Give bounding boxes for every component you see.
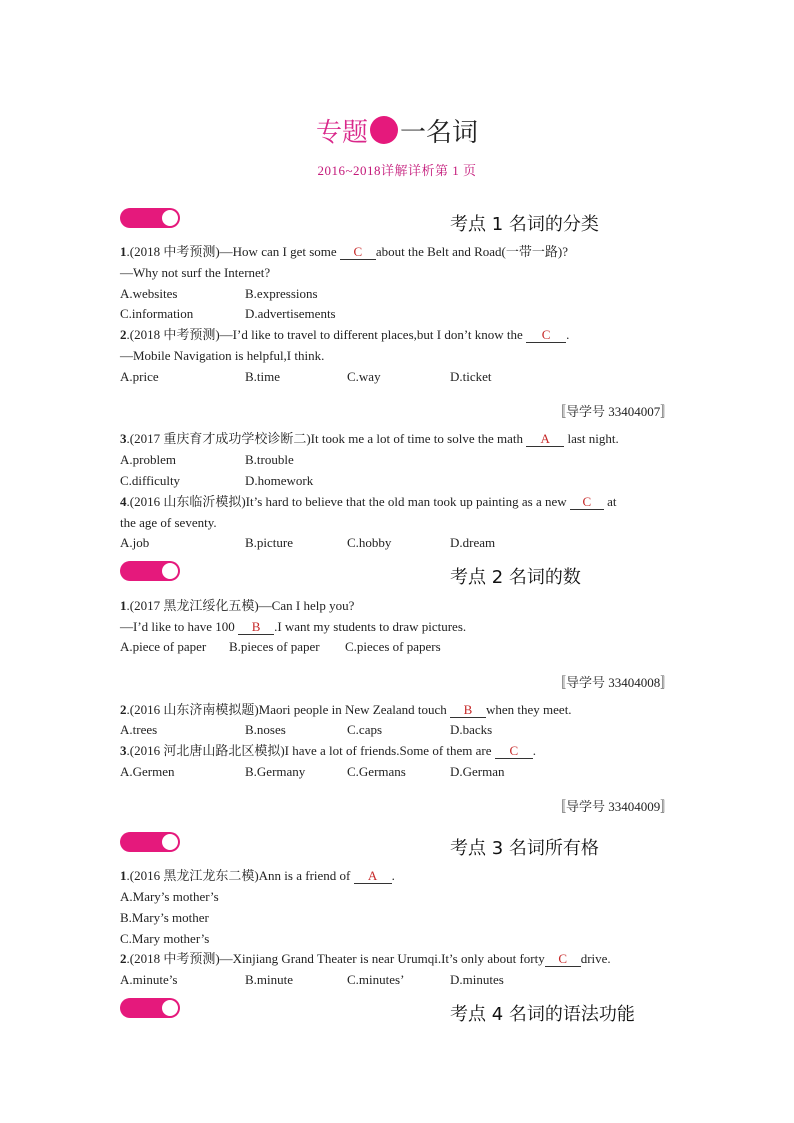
section-heading: 考点 2 名词的数 — [450, 567, 581, 588]
circle-bullet-icon — [370, 116, 398, 144]
option: B.time — [245, 369, 281, 384]
answer-blank: C — [340, 245, 376, 260]
answer-blank: C — [570, 495, 604, 510]
option: B.minute — [245, 972, 294, 987]
answer-blank: A — [354, 869, 392, 884]
question-stem: 2.(2018 中考预测)—Xinjiang Grand Theater is near Urumqi.It’s only about forty C drive. — [120, 951, 611, 966]
section-heading: 考点 1 名词的分类 — [450, 214, 599, 235]
option: C.way — [347, 369, 381, 384]
option: B.Mary’s mother — [120, 910, 209, 925]
question-line: —I’d like to have 100 B .I want my students to draw pictures. — [120, 619, 467, 634]
option: A.trees — [120, 722, 158, 737]
page-subtitle: 2016~2018详解详析第 1 页 — [317, 163, 477, 178]
section-heading: 考点 4 名词的语法功能 — [450, 1004, 635, 1025]
option: D.dream — [450, 535, 496, 550]
reference-number: 〚导学号 33404009〛 — [553, 799, 674, 814]
question-stem: 3.(2017 重庆育才成功学校诊断二)It took me a lot of time to solve the math A last night. — [120, 431, 619, 446]
toggle-badge-icon — [120, 832, 180, 852]
option: D.minutes — [450, 972, 504, 987]
reference-number: 〚导学号 33404007〛 — [553, 404, 674, 419]
option: C.Germans — [347, 764, 406, 779]
option: B.pieces of paper — [229, 639, 320, 654]
answer-blank: C — [495, 744, 533, 759]
option: C.pieces of papers — [345, 639, 441, 654]
question-stem: 3.(2016 河北唐山路北区模拟)I have a lot of friends.Some of them are C . — [120, 743, 537, 758]
option: A.problem — [120, 452, 176, 467]
toggle-badge-icon — [120, 561, 180, 581]
option: C.difficulty — [120, 473, 181, 488]
question-stem: 1.(2016 黑龙江龙东二模)Ann is a friend of A . — [120, 868, 395, 883]
option: A.Mary’s mother’s — [120, 889, 219, 904]
option: D.ticket — [450, 369, 492, 384]
option: A.job — [120, 535, 150, 550]
title-topic: 专题 — [315, 118, 368, 148]
option: D.German — [450, 764, 505, 779]
option: A.minute’s — [120, 972, 178, 987]
question-stem: 2.(2016 山东济南模拟题)Maori people in New Zealand touch B when they meet. — [120, 702, 572, 717]
question-line: —Mobile Navigation is helpful,I think. — [120, 348, 325, 363]
reference-number: 〚导学号 33404008〛 — [553, 675, 674, 690]
option: B.noses — [245, 722, 286, 737]
option: A.websites — [120, 286, 178, 301]
question-line: the age of seventy. — [120, 515, 217, 530]
option: D.backs — [450, 722, 493, 737]
option: B.picture — [245, 535, 294, 550]
title-name: 一名词 — [400, 118, 479, 148]
answer-blank: B — [238, 620, 274, 635]
option: D.advertisements — [245, 306, 336, 321]
option: C.minutes’ — [347, 972, 405, 987]
section-heading: 考点 3 名词所有格 — [450, 838, 599, 859]
question-line: —Why not surf the Internet? — [120, 265, 271, 280]
toggle-badge-icon — [120, 208, 180, 228]
option: B.expressions — [245, 286, 318, 301]
option: B.Germany — [245, 764, 306, 779]
answer-blank: A — [526, 432, 564, 447]
option: C.Mary mother’s — [120, 931, 210, 946]
question-stem: 2.(2018 中考预测)—I’d like to travel to different places,but I don’t know the C . — [120, 327, 570, 342]
option: A.price — [120, 369, 159, 384]
option: A.piece of paper — [120, 639, 207, 654]
toggle-badge-icon — [120, 998, 180, 1018]
option: A.Germen — [120, 764, 175, 779]
option: C.hobby — [347, 535, 392, 550]
question-stem: 4.(2016 山东临沂模拟)It’s hard to believe that the old man took up painting as a new C at — [120, 494, 617, 509]
option: C.caps — [347, 722, 383, 737]
option: B.trouble — [245, 452, 294, 467]
answer-blank: B — [450, 703, 486, 718]
option: C.information — [120, 306, 194, 321]
answer-blank: C — [545, 952, 581, 967]
question-stem: 1.(2017 黑龙江绥化五模)—Can I help you? — [120, 598, 355, 613]
page-title — [0, 112, 794, 149]
question-stem: 1.(2018 中考预测)—How can I get some C about the Belt and Road(一带一路)? — [120, 244, 568, 259]
option: D.homework — [245, 473, 314, 488]
answer-blank: C — [526, 328, 566, 343]
